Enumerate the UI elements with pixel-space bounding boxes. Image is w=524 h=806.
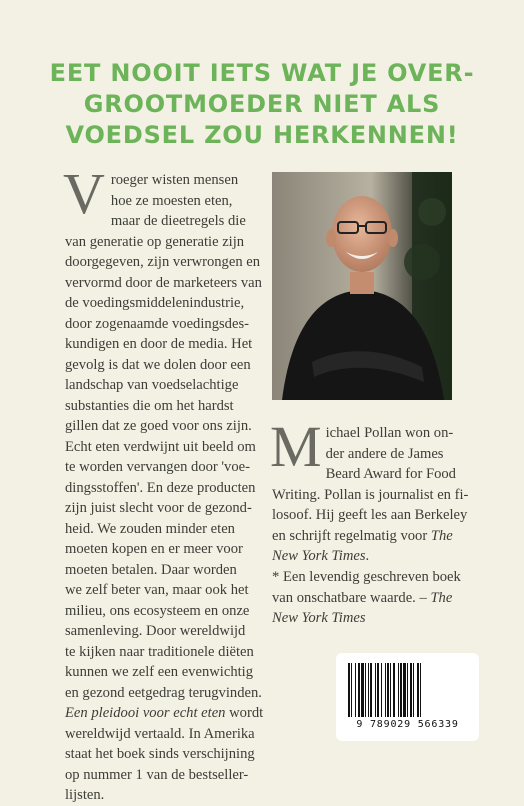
newspaper-title: The: [430, 527, 453, 544]
barcode-bar: [358, 663, 360, 717]
newspaper-title: New York Times: [272, 548, 366, 564]
bio-line: [272, 526, 462, 547]
isbn-number: 9 789029 566339: [356, 719, 459, 730]
quote-line: [272, 588, 462, 609]
barcode-bar: [390, 663, 391, 717]
barcode-bars: [348, 663, 467, 717]
blurb-line: kundigen en door de media. Het: [65, 336, 253, 352]
blurb-line: moeten kopen en er meer voor: [65, 541, 243, 557]
bio-dropcap: M: [270, 414, 322, 479]
blurb-line: moeten betalen. Daar worden: [65, 561, 237, 578]
blurb-line: we zelf beter van, maar ook het: [65, 582, 249, 598]
barcode-bar: [351, 663, 352, 717]
headline-line-3: VOEDSEL ZOU HERKENNEN!: [65, 121, 459, 149]
headline-line-1: EET NOOIT IETS WAT JE OVER-: [49, 59, 475, 87]
bio-line: Writing. Pollan is journalist en fi-: [272, 486, 469, 503]
quote-source: New York Times: [272, 610, 366, 626]
barcode-bar: [420, 663, 421, 717]
blurb-line: zijn juist slecht voor de gezond-: [65, 500, 252, 516]
blurb-dropcap: V: [63, 161, 105, 226]
barcode-bar: [348, 663, 350, 717]
blurb-line: de voedingsmiddelenindustrie,: [65, 295, 245, 311]
blurb-line: landschap van voedselachtige: [65, 377, 239, 393]
barcode-bar: [387, 663, 389, 717]
blurb-line: hoe ze moesten eten,: [110, 192, 233, 209]
headline-line-2: GROOTMOEDER NIET ALS: [83, 90, 441, 118]
blurb-text: [63, 161, 270, 806]
blurb-line: door zogenaamde voedingsdes-: [65, 315, 249, 332]
quote-line: * Een levendig geschreven boek: [272, 569, 461, 585]
barcode-bar: [403, 663, 406, 717]
blurb-line: wereldwijd vertaald. In Amerika: [65, 725, 255, 742]
headline: [0, 58, 524, 151]
blurb-line: heid. We zouden minder eten: [65, 520, 235, 537]
barcode-bar: [410, 663, 412, 717]
blurb-line: doorgegeven, zijn verwrongen en: [65, 254, 261, 270]
blurb-line: op nummer 1 van de bestseller-: [65, 766, 249, 783]
quote-line: [272, 608, 462, 629]
barcode-bar: [377, 663, 379, 717]
author-portrait-illustration: [272, 172, 452, 400]
author-photo: [272, 172, 452, 400]
barcode-bar: [417, 663, 419, 717]
blurb-line: gevolg is dat we dolen door een: [65, 356, 251, 373]
blurb-line: gillen dat ze goed voor ons zijn.: [65, 418, 252, 434]
isbn-barcode: [336, 653, 479, 741]
barcode-bar: [370, 663, 372, 717]
author-bio: [270, 414, 469, 567]
blurb-line: vervormd door de marketeers van: [65, 274, 262, 291]
blurb-line: staat het boek sinds verschijning: [65, 746, 255, 762]
barcode-bar: [385, 663, 386, 717]
blurb-line: te kijken naar traditionele diëten: [65, 643, 254, 660]
bio-end: .: [365, 548, 370, 564]
barcode-bar: [365, 663, 366, 717]
barcode-bar: [393, 663, 395, 717]
barcode-bar: [375, 663, 376, 717]
blurb-line: te worden vervangen door 'voe-: [65, 459, 250, 475]
blurb-line: dingsstoffen'. En deze producten: [65, 479, 256, 496]
quote-source: The: [430, 589, 453, 606]
bio-fragment: en schrijft regelmatig voor: [272, 527, 431, 544]
blurb-line: en gezond eetgedrag terugvinden.: [65, 684, 262, 701]
barcode-bar: [361, 663, 364, 717]
barcode-bar: [368, 663, 369, 717]
blurb-line-with-title: [65, 703, 270, 724]
blurb-line: maar de dieetregels die: [110, 213, 246, 229]
quote-fragment: van onschatbare waarde. –: [272, 589, 431, 606]
bio-line: ichael Pollan won on-: [325, 425, 454, 441]
blurb-fragment: wordt: [225, 705, 264, 721]
blurb-line: kunnen we zelf een evenwichtig: [65, 664, 254, 680]
barcode-bar: [398, 663, 399, 717]
blurb-line: roeger wisten mensen: [110, 172, 239, 188]
bio-line: losoof. Hij geeft les aan Berkeley: [272, 507, 468, 523]
blurb-line: lijsten.: [65, 787, 105, 803]
book-title: Een pleidooi voor echt eten: [65, 705, 226, 721]
barcode-bar: [355, 663, 356, 717]
review-quote: [272, 567, 462, 629]
blurb-line: samenleving. Door wereldwijd: [65, 623, 246, 639]
blurb-line: milieu, ons ecosysteem en onze: [65, 602, 250, 619]
bio-line: der andere de James: [325, 445, 444, 462]
barcode-bar: [400, 663, 402, 717]
bio-line: Beard Award for Food: [325, 466, 456, 482]
blurb-line: Echt eten verdwijnt uit beeld om: [65, 438, 256, 455]
blurb-line: substanties die om het hardst: [65, 397, 234, 414]
barcode-bar: [413, 663, 414, 717]
blurb-line: van generatie op generatie zijn: [65, 233, 245, 250]
bio-line: [272, 546, 462, 567]
barcode-bar: [407, 663, 408, 717]
barcode-bar: [381, 663, 382, 717]
